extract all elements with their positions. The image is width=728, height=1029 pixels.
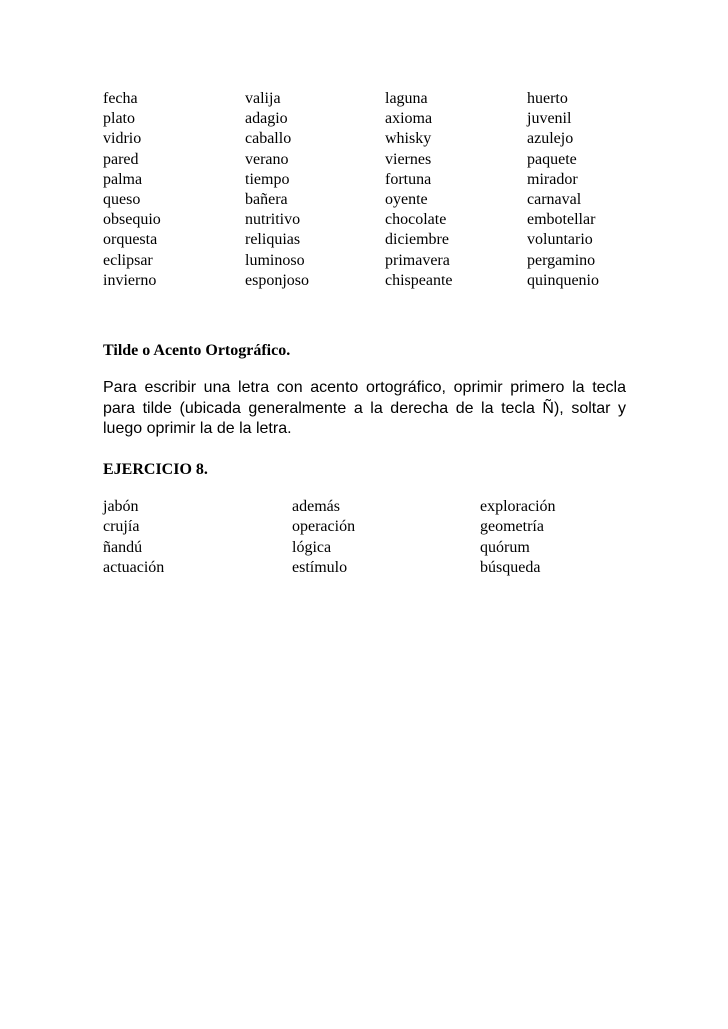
word-cell: eclipsar xyxy=(103,251,153,269)
word-cell: whisky xyxy=(385,130,432,148)
word-cell: además xyxy=(292,498,340,515)
word-cell: adagio xyxy=(245,110,288,128)
table-row xyxy=(103,517,583,537)
instructions-paragraph: Para escribir una letra con acento ortográfico, oprimir primero la tecla para tilde (ubicada generalmente a la derecha de la tecla Ñ), soltar y luego oprimir la de la letra. xyxy=(103,379,626,437)
word-cell: exploración xyxy=(480,498,556,515)
word-cell: laguna xyxy=(385,90,428,107)
table-row xyxy=(103,170,623,190)
word-cell: luminoso xyxy=(245,251,305,269)
table-row xyxy=(103,271,623,291)
table-row xyxy=(103,129,623,149)
word-cell: quinquenio xyxy=(527,271,599,289)
word-cell: mirador xyxy=(527,170,578,188)
table-row xyxy=(103,150,623,170)
word-table-2 xyxy=(103,497,583,578)
word-cell: voluntario xyxy=(527,231,593,249)
section-heading: Tilde o Acento Ortográfico. xyxy=(103,342,291,359)
word-cell: diciembre xyxy=(385,231,449,249)
word-cell: carnaval xyxy=(527,190,582,208)
word-cell: esponjoso xyxy=(245,271,309,289)
word-cell: verano xyxy=(245,150,289,168)
word-cell: lógica xyxy=(292,538,332,556)
word-cell: geometría xyxy=(480,518,544,536)
table-row xyxy=(103,251,623,271)
word-cell: palma xyxy=(103,170,143,188)
word-cell: caballo xyxy=(245,130,292,148)
word-cell: fortuna xyxy=(385,170,432,188)
table-row xyxy=(103,558,583,578)
table-row xyxy=(103,109,623,129)
table-row xyxy=(103,538,583,558)
word-cell: viernes xyxy=(385,150,432,168)
word-cell: nutritivo xyxy=(245,211,301,229)
word-cell: invierno xyxy=(103,271,157,289)
word-table-1 xyxy=(103,89,623,291)
word-cell: actuación xyxy=(103,558,165,576)
table-row xyxy=(103,497,583,517)
word-cell: embotellar xyxy=(527,211,596,229)
word-cell: tiempo xyxy=(245,170,290,188)
word-cell: reliquias xyxy=(245,231,301,249)
table-row xyxy=(103,190,623,210)
word-cell: juvenil xyxy=(527,110,572,128)
word-cell: azulejo xyxy=(527,130,574,148)
word-cell: bañera xyxy=(245,190,288,208)
word-cell: estímulo xyxy=(292,558,348,576)
table-row xyxy=(103,230,623,250)
word-cell: chispeante xyxy=(385,271,453,289)
word-cell: valija xyxy=(245,90,281,107)
word-cell: orquesta xyxy=(103,231,158,249)
word-cell: obsequio xyxy=(103,211,161,229)
word-cell: quórum xyxy=(480,538,530,556)
word-cell: crujía xyxy=(103,518,140,536)
word-cell: pergamino xyxy=(527,251,596,269)
word-cell: chocolate xyxy=(385,211,447,229)
word-cell: queso xyxy=(103,190,141,208)
word-cell: huerto xyxy=(527,90,568,107)
word-cell: jabón xyxy=(103,498,139,515)
word-cell: pared xyxy=(103,150,139,168)
word-cell: búsqueda xyxy=(480,558,541,576)
word-cell: primavera xyxy=(385,251,450,269)
word-cell: operación xyxy=(292,518,356,536)
word-cell: plato xyxy=(103,110,135,128)
word-cell: ñandú xyxy=(103,538,143,556)
exercise-heading: EJERCICIO 8. xyxy=(103,461,208,478)
word-cell: vidrio xyxy=(103,130,142,148)
table-row xyxy=(103,210,623,230)
table-row xyxy=(103,89,623,109)
word-cell: fecha xyxy=(103,90,138,107)
word-cell: axioma xyxy=(385,110,433,128)
word-cell: paquete xyxy=(527,150,577,168)
word-cell: oyente xyxy=(385,190,428,208)
